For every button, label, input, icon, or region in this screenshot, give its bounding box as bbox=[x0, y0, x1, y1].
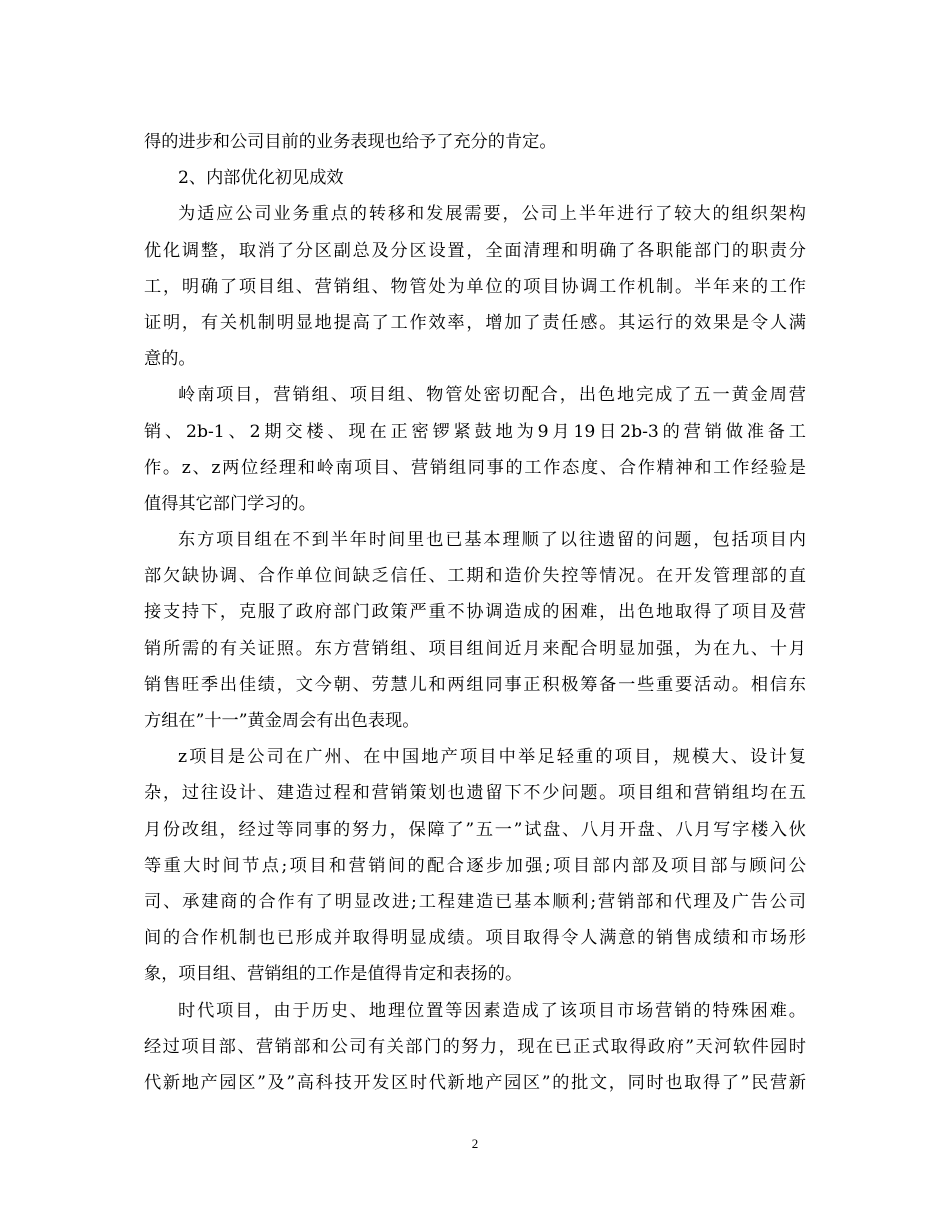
text-line: 证明，有关机制明显地提高了工作效率，增加了责任感。其运行的效果是令人满 bbox=[144, 312, 806, 333]
text-line: 杂，过往设计、建造过程和营销策划也遗留下不少问题。项目组和营销组均在五 bbox=[144, 783, 806, 804]
text-line: 得的进步和公司目前的业务表现也给予了充分的肯定。 bbox=[144, 132, 557, 152]
text-line: 为适应公司业务重点的转移和发展需要，公司上半年进行了较大的组织架构 bbox=[178, 204, 806, 225]
text-line: 象，项目组、营销组的工作是值得肯定和表扬的。 bbox=[144, 964, 523, 985]
text-line: 2、内部优化初见成效 bbox=[178, 168, 344, 189]
text-line: 值得其它部门学习的。 bbox=[144, 493, 316, 514]
text-line: 等重大时间节点;项目和营销间的配合逐步加强;项目部内部及项目部与顾问公 bbox=[144, 855, 806, 876]
text-line: 销售旺季出佳绩，文今朝、劳慧儿和两组同事正积极筹备一些重要活动。相信东 bbox=[144, 674, 806, 695]
text-line: 经过项目部、营销部和公司有关部门的努力，现在已正式取得政府”天河软件园时 bbox=[144, 1036, 806, 1057]
text-line: 方组在”十一”黄金周会有出色表现。 bbox=[144, 711, 420, 731]
text-line: 优化调整，取消了分区副总及分区设置，全面清理和明确了各职能部门的职责分 bbox=[144, 240, 806, 261]
document-body bbox=[144, 124, 806, 1101]
text-line: 作。z、z两位经理和岭南项目、营销组同事的工作态度、合作精神和工作经验是 bbox=[144, 457, 806, 478]
text-line: 销所需的有关证照。东方营销组、项目组间近月来配合明显加强，为在九、十月 bbox=[144, 638, 806, 659]
text-line: 部欠缺协调、合作单位间缺乏信任、工期和造价失控等情况。在开发管理部的直 bbox=[144, 566, 806, 587]
text-line: 意的。 bbox=[144, 349, 196, 370]
text-line: 东方项目组在不到半年时间里也已基本理顺了以往遗留的问题，包括项目内 bbox=[178, 530, 806, 551]
text-line: 司、承建商的合作有了明显改进;工程建造已基本顺利;营销部和代理及广告公司 bbox=[144, 891, 806, 912]
text-line: 时代项目，由于历史、地理位置等因素造成了该项目市场营销的特殊困难。 bbox=[178, 1000, 806, 1021]
text-line: 间的合作机制也已形成并取得明显成绩。项目取得令人满意的销售成绩和市场形 bbox=[144, 928, 806, 949]
text-line: z项目是公司在广州、在中国地产项目中举足轻重的项目，规模大、设计复 bbox=[178, 747, 806, 768]
page-number: 2 bbox=[471, 1136, 479, 1151]
text-line: 接支持下，克服了政府部门政策严重不协调造成的困难，出色地取得了项目及营 bbox=[144, 602, 806, 623]
text-line: 销、2b-1、2期交楼、现在正密锣紧鼓地为9月19日2b-3的营销做准备工 bbox=[144, 421, 806, 442]
text-line: 代新地产园区”及”高科技开发区时代新地产园区”的批文，同时也取得了”民营新 bbox=[144, 1072, 806, 1093]
text-line: 月份改组，经过等同事的努力，保障了”五一”试盘、八月开盘、八月写字楼入伙 bbox=[144, 819, 806, 840]
text-line: 岭南项目，营销组、项目组、物管处密切配合，出色地完成了五一黄金周营 bbox=[178, 385, 806, 406]
text-line: 工，明确了项目组、营销组、物管处为单位的项目协调工作机制。半年来的工作 bbox=[144, 276, 806, 297]
